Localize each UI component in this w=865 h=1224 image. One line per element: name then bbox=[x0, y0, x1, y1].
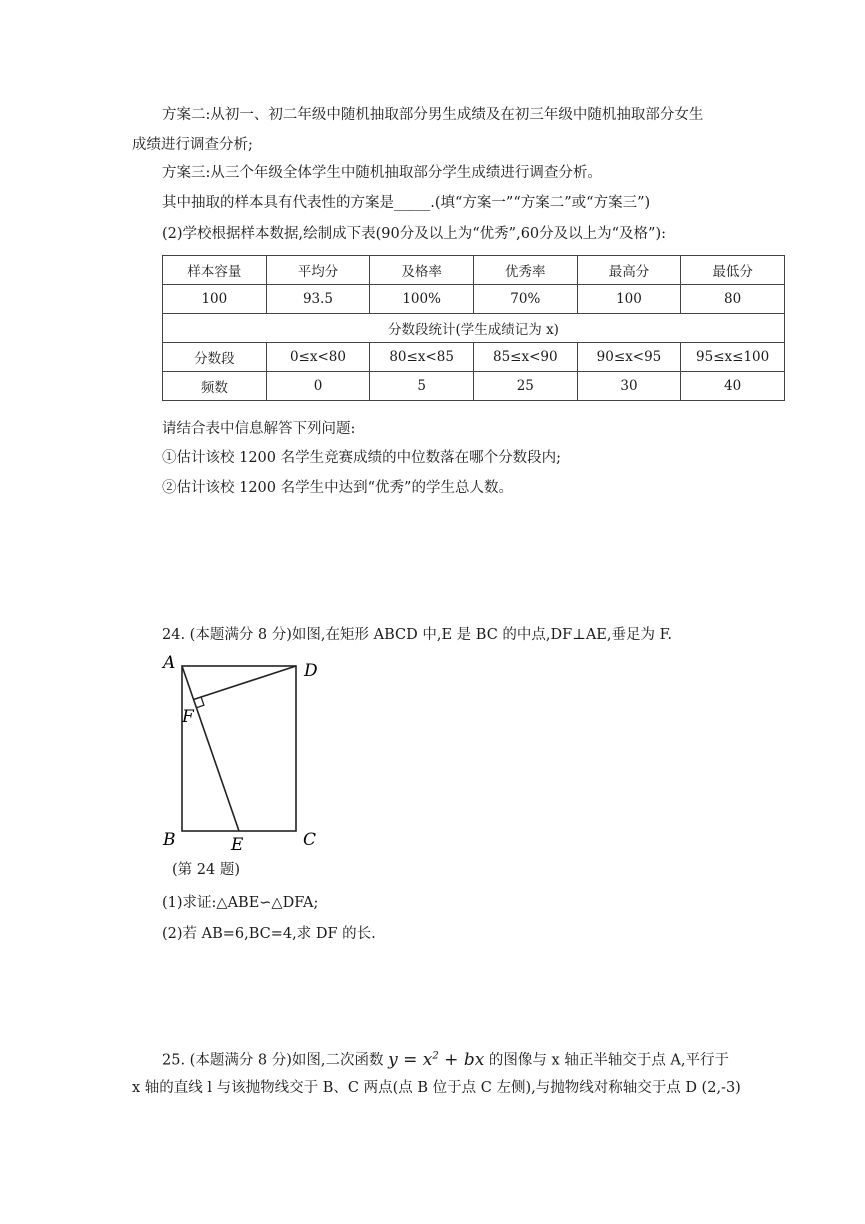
score-table bbox=[162, 255, 785, 401]
representative-question: 其中抽取的样本具有代表性的方案是_____.(填“方案一”“方案二”或“方案三”) bbox=[162, 195, 651, 211]
q25-line2: x 轴的直线 l 与该抛物线交于 B、C 两点(点 B 位于点 C 左侧),与抛物线对称轴交于点 D (2,-3) bbox=[132, 1080, 741, 1096]
value-cell: 93.5 bbox=[266, 285, 370, 314]
q24-title: 24. (本题满分 8 分)如图,在矩形 ABCD 中,E 是 BC 的中点,DF⊥AE,垂足为 F. bbox=[162, 627, 673, 643]
label-e: E bbox=[231, 835, 244, 855]
plan2-line2: 成绩进行调查分析; bbox=[132, 137, 253, 153]
range-cell: 95≤x≤100 bbox=[681, 343, 785, 372]
table-section-row bbox=[163, 314, 785, 343]
formula-rest: + bx bbox=[438, 1049, 485, 1070]
prompt-line: 请结合表中信息解答下列问题: bbox=[162, 421, 356, 437]
value-cell: 100% bbox=[370, 285, 474, 314]
formula-y: y = x bbox=[388, 1049, 433, 1070]
rectangle-abcd bbox=[182, 666, 296, 831]
table-values-row bbox=[163, 285, 785, 314]
plan3-line: 方案三:从三个年级全体学生中随机抽取部分学生成绩进行调查分析。 bbox=[162, 165, 602, 181]
q25-intro-end: 的图像与 x 轴正半轴交于点 A,平行于 bbox=[488, 1052, 730, 1069]
q25-line1 bbox=[162, 1046, 729, 1071]
freq-cell: 30 bbox=[577, 372, 681, 401]
label-b: B bbox=[163, 830, 176, 850]
value-cell: 70% bbox=[473, 285, 577, 314]
rectangle-figure bbox=[155, 650, 335, 859]
range-cell: 90≤x<95 bbox=[577, 343, 681, 372]
label-f: F bbox=[182, 707, 194, 727]
header-cell: 最高分 bbox=[577, 256, 681, 285]
section-title-cell: 分数段统计(学生成绩记为 x) bbox=[163, 314, 785, 343]
value-cell: 80 bbox=[681, 285, 785, 314]
q24-part1: (1)求证:△ABE∽△DFA; bbox=[162, 895, 319, 911]
plan2-line1: 方案二:从初一、初二年级中随机抽取部分男生成绩及在初三年级中随机抽取部分女生 bbox=[162, 107, 704, 123]
freq-cell: 0 bbox=[266, 372, 370, 401]
q24-part2: (2)若 AB=6,BC=4,求 DF 的长. bbox=[162, 926, 376, 942]
value-cell: 100 bbox=[577, 285, 681, 314]
range-cell: 80≤x<85 bbox=[370, 343, 474, 372]
part2-intro: (2)学校根据样本数据,绘制成下表(90分及以上为“优秀”,60分及以上为“及格”): bbox=[162, 226, 667, 242]
header-cell: 最低分 bbox=[681, 256, 785, 285]
freq-cell: 5 bbox=[370, 372, 474, 401]
header-cell: 优秀率 bbox=[473, 256, 577, 285]
freq-cell: 40 bbox=[681, 372, 785, 401]
range-cell: 0≤x<80 bbox=[266, 343, 370, 372]
freq-cell: 25 bbox=[473, 372, 577, 401]
table-header-row bbox=[163, 256, 785, 285]
header-cell: 样本容量 bbox=[163, 256, 267, 285]
value-cell: 100 bbox=[163, 285, 267, 314]
figure-caption: (第 24 题) bbox=[172, 862, 240, 878]
formula-exponent: 2 bbox=[432, 1050, 439, 1061]
range-cell: 85≤x<90 bbox=[473, 343, 577, 372]
quadratic-formula bbox=[388, 1050, 484, 1070]
table-ranges-row bbox=[163, 343, 785, 372]
table-freq-row bbox=[163, 372, 785, 401]
freq-label-cell: 频数 bbox=[163, 372, 267, 401]
geometry-diagram bbox=[155, 650, 335, 855]
sub-question-1: ①估计该校 1200 名学生竞赛成绩的中位数落在哪个分数段内; bbox=[162, 450, 562, 466]
segment-df bbox=[194, 666, 297, 700]
label-d: D bbox=[304, 661, 318, 681]
ranges-label-cell: 分数段 bbox=[163, 343, 267, 372]
segment-ae bbox=[182, 666, 239, 831]
sub-question-2: ②估计该校 1200 名学生中达到“优秀”的学生总人数。 bbox=[162, 480, 513, 496]
label-c: C bbox=[303, 830, 317, 850]
label-a: A bbox=[163, 653, 176, 673]
header-cell: 平均分 bbox=[266, 256, 370, 285]
q25-intro: 25. (本题满分 8 分)如图,二次函数 bbox=[162, 1052, 384, 1069]
header-cell: 及格率 bbox=[370, 256, 474, 285]
